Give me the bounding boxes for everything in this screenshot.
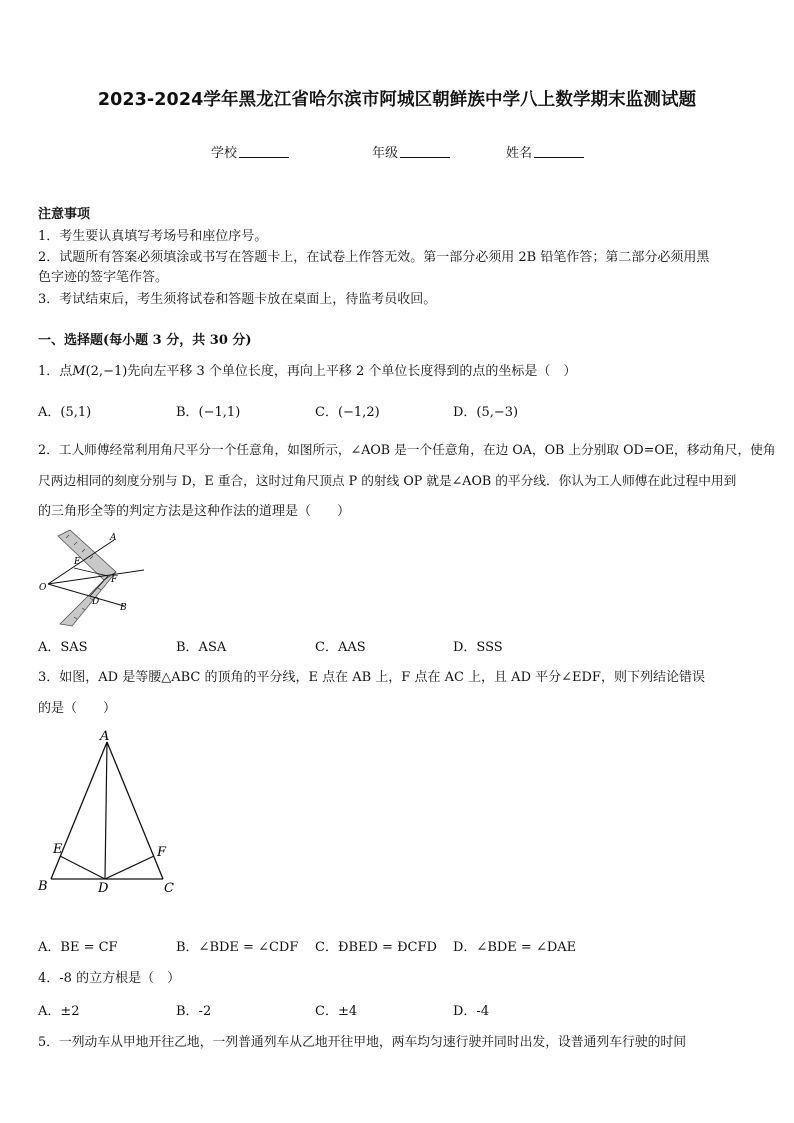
- q2-figure: [38, 528, 153, 628]
- q1-point: M: [72, 364, 86, 379]
- q2-line: 的三角形全等的判定方法是这种作法的道理是（ ）: [38, 504, 351, 519]
- fig3-label-e: E: [53, 842, 63, 857]
- school-blank[interactable]: [239, 145, 289, 158]
- q3-line: 的是（ ）: [38, 701, 117, 716]
- q1-coord: (2,−1): [85, 364, 128, 379]
- section-heading: 一、选择题(每小题 3 分，共 30 分): [38, 333, 252, 348]
- fig3-label-a: A: [100, 729, 110, 744]
- grade-blank[interactable]: [400, 145, 450, 158]
- q3-option-a[interactable]: A．BE = CF: [38, 940, 118, 955]
- notes-item: 1．考生要认真填写考场号和座位序号。: [38, 229, 268, 244]
- segment-df: [105, 856, 154, 879]
- name-blank[interactable]: [534, 145, 584, 158]
- q3-line: 3．如图，AD 是等腰△ABC 的顶角的平分线，E 点在 AB 上，F 点在 AC 上，且 AD 平分∠EDF，则下列结论错误: [38, 670, 705, 685]
- q2-option-c[interactable]: C．AAS: [315, 640, 366, 655]
- name-label: 姓名: [506, 146, 533, 161]
- side-ac: [107, 742, 163, 879]
- name-field[interactable]: [506, 142, 584, 161]
- segment-de: [60, 856, 105, 879]
- q4-option-b[interactable]: B．-2: [176, 1004, 212, 1019]
- q2-option-d[interactable]: D．SSS: [453, 640, 503, 655]
- q3-figure: [34, 728, 184, 898]
- q1-option-c[interactable]: C．(−1,2): [315, 405, 380, 420]
- q4-option-d[interactable]: D．-4: [453, 1004, 490, 1019]
- ruler-arm-lower: [60, 572, 116, 626]
- notes-item: 2．试题所有答案必须填涂或书写在答题卡上，在试卷上作答无效。第一部分必须用 2B 铅笔作答；第二部分必须用黑: [38, 250, 710, 265]
- q1-option-b[interactable]: B．(−1,1): [176, 405, 241, 420]
- grade-label: 年级: [372, 146, 399, 161]
- side-ab: [51, 742, 107, 879]
- page-title: 2023-2024学年黑龙江省哈尔滨市阿城区朝鲜族中学八上数学期末监测试题: [97, 90, 697, 110]
- fig3-label-c: C: [164, 881, 174, 896]
- q3-option-c[interactable]: C．ÐBED = ÐCFD: [315, 940, 437, 955]
- fig3-label-f: F: [157, 845, 167, 860]
- notes-heading: 注意事项: [38, 207, 91, 222]
- q1-option-a[interactable]: A．(5,1): [38, 405, 92, 420]
- q3-option-d[interactable]: D．∠BDE = ∠DAE: [453, 940, 577, 955]
- question-1: [38, 360, 576, 379]
- notes-item: 3．考试结束后，考生须将试卷和答题卡放在桌面上，待监考员收回。: [38, 292, 437, 307]
- q1-option-d[interactable]: D．(5,−3): [453, 405, 519, 420]
- school-field[interactable]: [211, 142, 289, 161]
- q1-text: 先向左平移 3 个单位长度，再向上平移 2 个单位长度得到的点的坐标是（ ）: [127, 364, 577, 379]
- q4-option-c[interactable]: C．±4: [315, 1004, 358, 1019]
- q1-prefix: 1．点: [38, 364, 73, 379]
- school-label: 学校: [211, 146, 238, 161]
- question-4: 4．-8 的立方根是（ ）: [38, 971, 181, 986]
- q3-option-b[interactable]: B．∠BDE = ∠CDF: [176, 940, 299, 955]
- grade-field[interactable]: [372, 142, 450, 161]
- q2-option-b[interactable]: B．ASA: [176, 640, 227, 655]
- q2-line: 尺两边相同的刻度分别与 D，E 重合，这时过角尺顶点 P 的射线 OP 就是∠AOB 的平分线．你认为工人师傅在此过程中用到: [38, 473, 737, 488]
- fig2-label-o: O: [39, 583, 47, 593]
- fig2-label-d: D: [92, 597, 100, 607]
- q2-line: 2．工人师傅经常利用角尺平分一个任意角，如图所示，∠AOB 是一个任意角，在边 OA，OB 上分别取 OD=OE，移动角尺，使角: [38, 442, 776, 457]
- notes-item: 色字迹的签字笔作答。: [38, 270, 169, 285]
- fig2-label-f: F: [111, 575, 118, 585]
- q4-option-a[interactable]: A．±2: [38, 1004, 80, 1019]
- fig3-label-d: D: [98, 881, 109, 896]
- question-5: 5．一列动车从甲地开往乙地，一列普通列车从乙地开往甲地，两车均匀速行驶并同时出发，设普通列车行驶的时间: [38, 1035, 686, 1050]
- fig2-label-e: E: [74, 557, 81, 567]
- fig2-label-a: A: [110, 533, 117, 543]
- segment-ad: [105, 742, 107, 879]
- fig3-label-b: B: [38, 879, 48, 894]
- q2-option-a[interactable]: A．SAS: [38, 640, 88, 655]
- fig2-label-b: B: [120, 603, 127, 613]
